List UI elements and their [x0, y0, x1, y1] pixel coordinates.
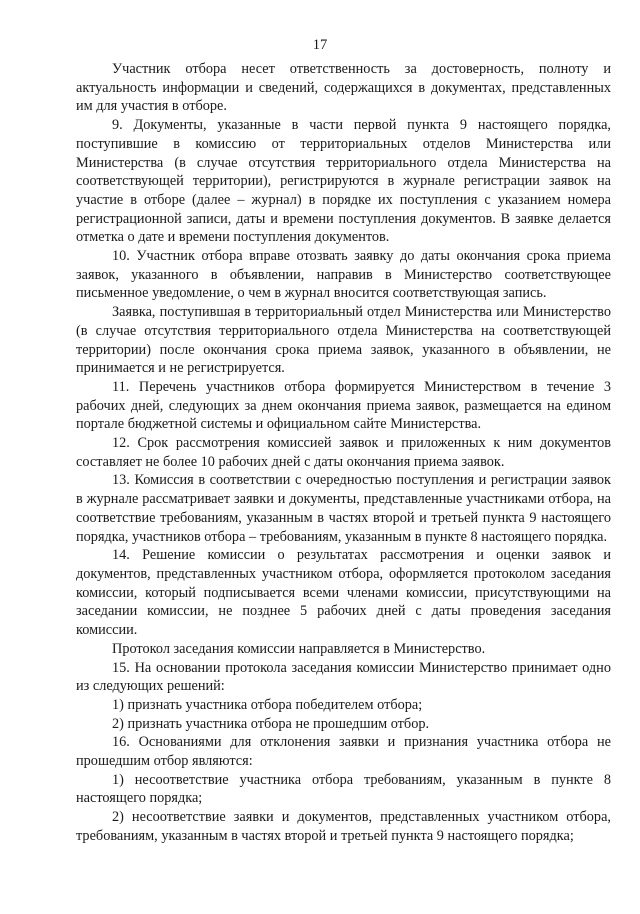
paragraph-late-application: Заявка, поступившая в территориальный отдел Министерства или Министерство (в случае отсутствия территориального отдела Министерства на соответствующей территории) после окончания срока приема заявок, указанного в объявлении, не принимается и не регистрируется. [76, 304, 611, 377]
paragraph-item-13: 13. Комиссия в соответствии с очередностью поступления и регистрации заявок в журнале рассматривает заявки и документы, представленные участниками отбора, на соответствие требованиям, указанным в частях второй и третьей пункта 9 настоящего порядка, участников отбора – требованиям, указанным в пункте 8 настоящего порядка. [76, 472, 611, 545]
list-item-16-2: 2) несоответствие заявки и документов, представленных участником отбора, требованиям, указанным в частях второй и третьей пункта 9 настоящего порядка; [76, 809, 611, 844]
paragraph-item-9: 9. Документы, указанные в части первой пункта 9 настоящего порядка, поступившие в комиссию от территориальных отделов Министерства или Министерства (в случае отсутствия территориального отдела Министерства на соответствующей территории), регистрируются в журнале регистрации заявок на участие в отборе (далее – журнал) в порядке их поступления с указанием номера регистрационной записи, даты и времени поступления документов. В заявке делается отметка о дате и времени поступления документов. [76, 117, 611, 246]
list-item-15-2: 2) признать участника отбора не прошедшим отбор. [112, 715, 430, 732]
paragraph-item-15: 15. На основании протокола заседания комиссии Министерство принимает одно из следующих решений: [76, 659, 611, 695]
paragraph-item-11: 11. Перечень участников отбора формируется Министерством в течение 3 рабочих дней, следующих за днем окончания приема заявок, размещается на едином портале бюджетной системы и официальном сайте Министерства. [76, 378, 611, 433]
document-body [76, 60, 611, 846]
paragraph-responsibility: Участник отбора несет ответственность за достоверность, полноту и актуальность информации и сведений, содержащихся в документах, представленных им для участия в отборе. [76, 61, 611, 115]
paragraph-item-12: 12. Срок рассмотрения комиссией заявок и приложенных к ним документов составляет не более 10 рабочих дней с даты окончания приема заявок. [76, 435, 611, 470]
paragraph-protocol-sent: Протокол заседания комиссии направляется в Министерство. [112, 640, 486, 657]
list-item-16-1: 1) несоответствие участника отбора требованиям, указанным в пункте 8 настоящего порядка; [76, 771, 611, 807]
page-number: 17 [312, 37, 328, 53]
list-item-15-1: 1) признать участника отбора победителем отбора; [112, 696, 423, 713]
paragraph-item-10: 10. Участник отбора вправе отозвать заявку до даты окончания срока приема заявок, указанного в объявлении, направив в Министерство соответствующее письменное уведомление, о чем в журнал вносится соответствующая запись. [76, 248, 611, 302]
paragraph-item-16: 16. Основаниями для отклонения заявки и признания участника отбора не прошедшим отбор являются: [76, 734, 611, 770]
paragraph-item-14: 14. Решение комиссии о результатах рассмотрения и оценки заявок и документов, представленных участником отбора, оформляется протоколом заседания комиссии, который подписывается всеми членами комиссии, присутствующими на заседании комиссии, не позднее 5 рабочих дней с даты проведения заседания комиссии. [76, 547, 611, 639]
